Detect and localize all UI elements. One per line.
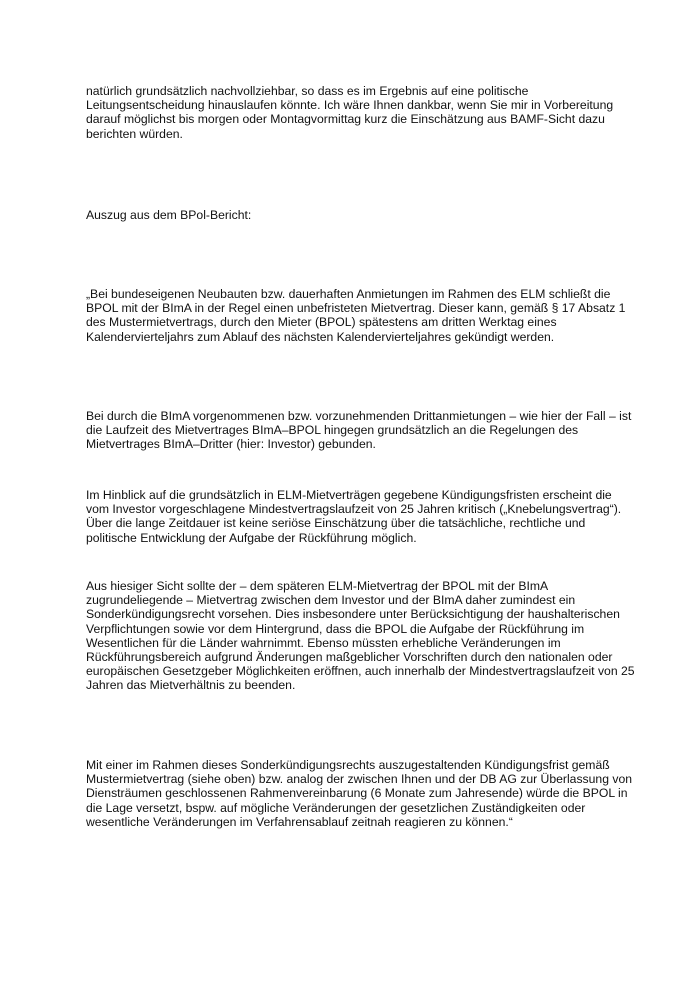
text-line: Über die lange Zeitdauer ist keine seriöse Einschätzung über die tatsächliche, rechtliche und	[86, 516, 586, 531]
text-line: vom Investor vorgeschlagene Mindestvertragslaufzeit von 25 Jahren kritisch („Knebelungsvertrag“).	[86, 502, 622, 517]
text-line: „Bei bundeseigenen Neubauten bzw. dauerhaften Anmietungen im Rahmen des ELM schließt die	[86, 287, 611, 301]
excerpt-heading	[86, 208, 626, 222]
text-line: Wesentlichen für die Länder wahrnimmt. Ebenso müssten erhebliche Veränderungen im	[86, 635, 561, 650]
text-line: des Mustermietvertrags, durch den Mieter (BPOL) spätestens am dritten Werktag eines	[86, 315, 557, 330]
quote-paragraph-3	[86, 488, 626, 545]
text-line: Diensträumen geschlossenen Rahmenvereinbarung (6 Monate zum Jahresende) würde die BPOL in	[86, 786, 628, 801]
quote-paragraph-5	[86, 758, 633, 829]
text-line: Verpflichtungen sowie vor dem Hintergrund, dass die BPOL die Aufgabe der Rückführung im	[86, 621, 585, 636]
text-line: natürlich grundsätzlich nachvollziehbar, so dass es im Ergebnis auf eine politische	[86, 84, 529, 98]
text-line: Sonderkündigungsrecht vorsehen. Dies insbesondere unter Berücksichtigung der haushalterischen	[86, 607, 620, 622]
text-line: darauf möglichst bis morgen oder Montagvormittag kurz die Einschätzung aus BAMF-Sicht dazu	[86, 112, 605, 127]
text-line: Jahren das Mietverhältnis zu beenden.	[86, 678, 296, 693]
text-line: Kalendervierteljahrs zum Ablauf des nächsten Kalendervierteljahres gekündigt werden.	[86, 329, 555, 344]
text-line: die Laufzeit des Mietvertrages BImA–BPOL hingegen grundsätzlich an die Regelungen des	[86, 423, 579, 438]
text-line: Leitungsentscheidung hinauslaufen könnte. Ich wäre Ihnen dankbar, wenn Sie mir in Vorbereitung	[86, 98, 614, 113]
text-line: Bei durch die BImA vorgenommenen bzw. vorzunehmenden Drittanmietungen – wie hier der Fall – ist	[86, 409, 632, 423]
text-line: wesentliche Veränderungen im Verfahrensablauf zeitnah reagieren zu können.“	[86, 814, 513, 829]
text-line: Auszug aus dem BPol-Bericht:	[86, 208, 252, 222]
text-line: BPOL mit der BImA in der Regel einen unbefristeten Mietvertrag. Dieser kann, gemäß § 17 Absatz 1	[86, 301, 626, 316]
quote-paragraph-2	[86, 409, 632, 452]
text-line: berichten würden.	[86, 126, 183, 141]
text-line: Rückführungsbereich aufgrund Änderungen maßgeblicher Vorschriften durch den nationalen oder	[86, 650, 613, 665]
text-line: Im Hinblick auf die grundsätzlich in ELM-Mietverträgen gegebene Kündigungsfristen erscheint die	[86, 488, 612, 502]
text-line: europäischen Gesetzgeber Möglichkeiten eröffnen, auch innerhalb der Mindestvertragslaufzeit von 25	[86, 664, 635, 679]
text-line: Mietvertrages BImA–Dritter (hier: Investor) gebunden.	[86, 437, 376, 452]
text-line: zugrundeliegende – Mietvertrag zwischen dem Investor und der BImA daher zumindest ein	[86, 593, 576, 608]
quote-paragraph-1	[86, 287, 626, 344]
text-line: Aus hiesiger Sicht sollte der – dem späteren ELM-Mietvertrag der BPOL mit der BImA	[86, 579, 549, 593]
intro-paragraph	[86, 84, 626, 141]
text-line: Mustermietvertrag (siehe oben) bzw. analog der zwischen Ihnen und der DB AG zur Überlassung von	[86, 772, 633, 787]
text-line: die Lage versetzt, bspw. auf mögliche Veränderungen der gesetzlichen Zuständigkeiten oder	[86, 800, 586, 815]
text-line: politische Entwicklung der Aufgabe der Rückführung möglich.	[86, 530, 417, 545]
quote-paragraph-4	[86, 579, 635, 693]
text-line: Mit einer im Rahmen dieses Sonderkündigungsrechts auszugestaltenden Kündigungsfrist gemäß	[86, 758, 610, 772]
